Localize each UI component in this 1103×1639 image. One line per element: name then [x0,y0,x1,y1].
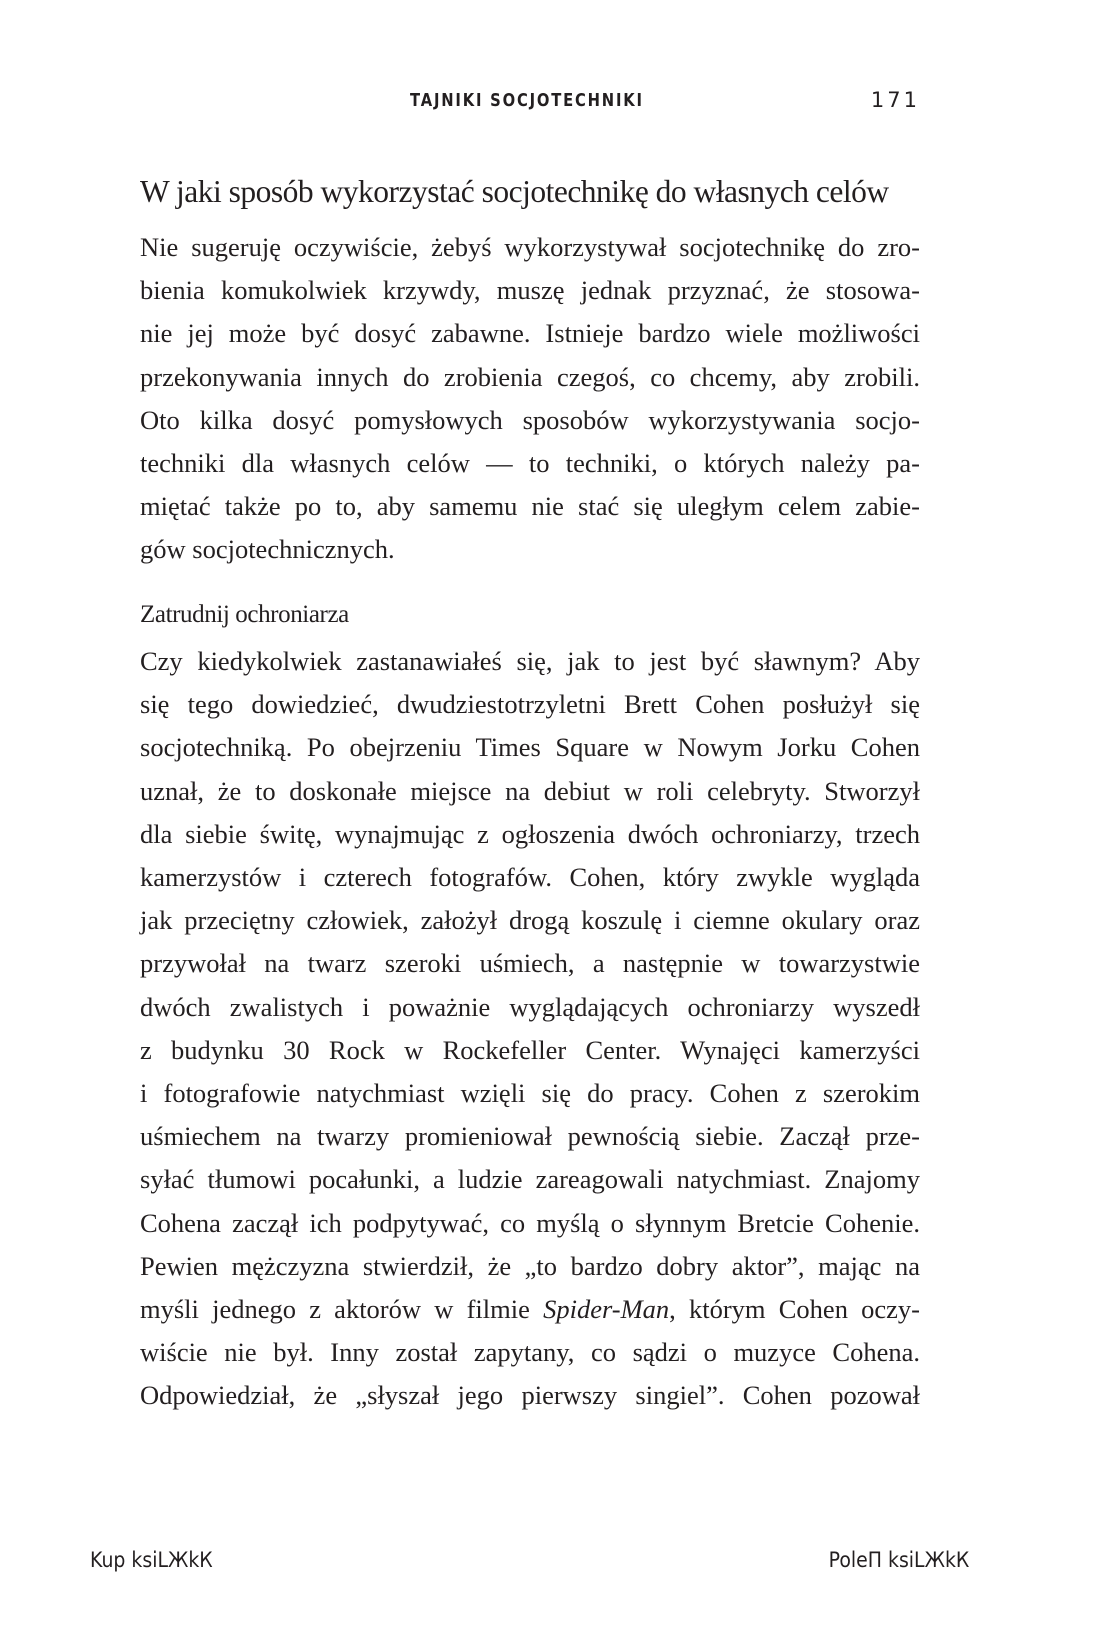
paragraph-line: techniki dla własnych celów — to techniki, o których należy pa- [140,448,920,479]
paragraph-line: Cohena zaczął ich podpytywać, co myślą o słynnym Bretcie Cohenie. [140,1207,920,1238]
film-title-italic: Spider-Man [543,1294,670,1325]
page-number: 171 [870,88,920,112]
paragraph-line: się tego dowiedzieć, dwudziestotrzyletni Brett Cohen posłużył się [140,689,920,720]
line-text: , którym Cohen oczy- [669,1294,921,1325]
paragraph-line: gów socjotechnicznych. [140,534,395,565]
paragraph-line: i fotografowie natychmiast wzięli się do pracy. Cohen z szerokim [140,1078,920,1109]
paragraph-line: uśmiechem na twarzy promieniował pewnością siebie. Zaczął prze- [140,1121,920,1152]
line-text: myśli jednego z aktorów w filmie [140,1294,544,1325]
paragraph-line: przekonywania innych do zrobienia czegoś, co chcemy, aby zrobili. [140,361,920,392]
paragraph-line: Czy kiedykolwiek zastanawiałeś się, jak to jest być sławnym? Aby [140,646,920,676]
paragraph-line: kamerzystów i czterech fotografów. Cohen, który zwykle wygląda [140,862,920,893]
paragraph-line: dwóch zwalistych i poważnie wyglądających ochroniarzy wyszedł [140,991,920,1022]
paragraph-line: Nie sugeruję oczywiście, żebyś wykorzystywał socjotechnikę do zro- [140,232,920,262]
paragraph-line: przywołał na twarz szeroki uśmiech, a następnie w towarzystwie [140,948,920,979]
paragraph-line: dla siebie świtę, wynajmując z ogłoszenia dwóch ochroniarzy, trzech [140,818,920,849]
running-header-title: TAJNIKI SOCJOTECHNIKI [410,90,644,111]
section-heading: W jaki sposób wykorzystać socjotechnikę do własnych celów [140,174,889,209]
paragraph-line: Oto kilka dosyć pomysłowych sposobów wykorzystywania socjo- [140,404,920,435]
paragraph-line: uznał, że to doskonałe miejsce na debiut w roli celebryty. Stworzył [140,775,920,806]
paragraph-line: jak przeciętny człowiek, założył drogą koszulę i ciemne okulary oraz [140,905,920,936]
buy-book-link[interactable]: Kup ksiLЖkК [90,1548,213,1572]
paragraph-line-with-italic [140,1288,920,1331]
paragraph-line: Pewien mężczyzna stwierdził, że „to bardzo dobry aktor”, mając na [140,1250,920,1281]
paragraph-line: miętać także po to, aby samemu nie stać się uległym celem zabie- [140,491,920,522]
paragraph-line: socjotechniką. Po obejrzeniu Times Square w Nowym Jorku Cohen [140,732,920,763]
paragraph-line: z budynku 30 Rock w Rockefeller Center. Wynajęci kamerzyści [140,1034,920,1065]
paragraph-line: Odpowiedział, że „słyszał jego pierwszy singiel”. Cohen pozował [140,1380,920,1411]
body-paragraph [140,640,920,1418]
paragraph-line: nie jej może być dosyć zabawne. Istnieje bardzo wiele możliwości [140,318,920,349]
paragraph-line: syłać tłumowi pocałunki, a ludzie zareagowali natychmiast. Znajomy [140,1164,920,1195]
intro-paragraph [140,226,920,572]
subsection-heading: Zatrudnij ochroniarza [140,601,349,628]
running-header [140,86,920,120]
paragraph-line: bienia komukolwiek krzywdy, muszę jednak przyznać, że stosowa- [140,275,920,306]
recommend-book-link[interactable]: PoleП ksiLЖkК [828,1548,969,1572]
paragraph-line: wiście nie był. Inny został zapytany, co sądzi o muzyce Cohena. [140,1337,920,1368]
